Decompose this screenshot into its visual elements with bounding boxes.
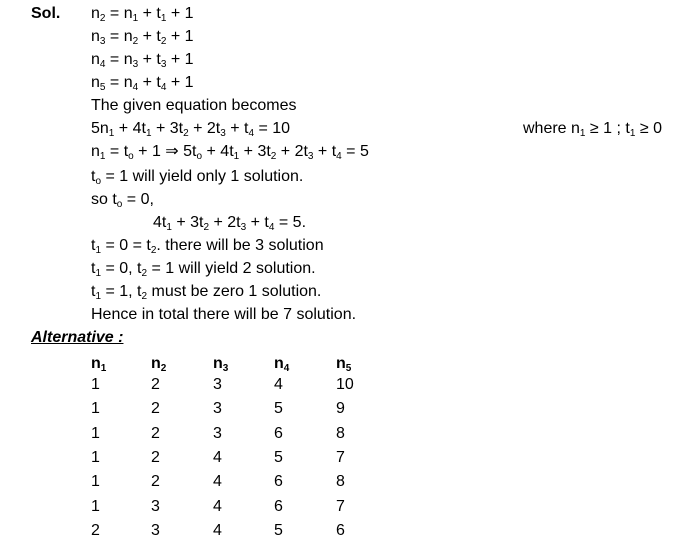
subscript: 1	[132, 13, 139, 24]
subscript: 1	[166, 222, 172, 233]
subscript: 3	[99, 36, 106, 47]
table-cell: 8	[336, 473, 345, 491]
subscript: o	[116, 199, 123, 210]
subscript: 2	[203, 222, 210, 233]
subscript: 2	[132, 36, 139, 47]
table-cell: 1	[91, 424, 100, 442]
table-cell: 6	[274, 497, 283, 515]
table-cell: 4	[213, 473, 222, 491]
subscript: 2	[141, 291, 148, 302]
table-header: $n_4$	[274, 355, 290, 374]
subscript: 1	[95, 268, 102, 279]
subscript: 1	[100, 363, 107, 374]
text-line: so $t_o = 0$,	[91, 191, 154, 210]
condition-note: where $n_1 \ge 1$ ; $t_1 \ge 0$	[523, 120, 662, 139]
text-line: $t_1 = 0 = t_2$. there will be 3 solution	[91, 237, 324, 256]
text-line: Hence in total there will be 7 solution.	[91, 306, 357, 323]
table-cell: 3	[213, 424, 222, 442]
subscript: 1	[95, 291, 102, 302]
subscript: 2	[99, 13, 106, 24]
subscript: 1	[579, 128, 586, 139]
table-cell: 1	[91, 400, 100, 418]
table-cell: 2	[151, 376, 160, 393]
subscript: 1	[160, 13, 167, 24]
subscript: 3	[307, 151, 314, 162]
subscript: 1	[99, 151, 106, 162]
equation-line: $5n_1 + 4t_1 + 3t_2 + 2t_3 + t_4 = 10$	[91, 120, 291, 139]
table-cell: 3	[151, 497, 160, 515]
table-cell: 1	[91, 376, 100, 393]
subscript: 1	[95, 245, 102, 256]
table-cell: 6	[274, 424, 283, 442]
table-cell: 9	[336, 400, 345, 418]
table-header: $n_1$	[91, 355, 107, 374]
table-cell: 3	[213, 376, 222, 393]
subscript: 4	[268, 222, 275, 233]
equation-line: $n_5 = n_4 + t_4 + 1$	[91, 74, 194, 93]
table-cell: 6	[274, 473, 283, 491]
table-cell: 5	[274, 400, 283, 418]
table-cell: 3	[213, 400, 222, 418]
subscript: 3	[132, 59, 139, 70]
subscript: 1	[629, 128, 636, 139]
subscript: 4	[160, 82, 167, 93]
table-header: $n_2$	[151, 355, 167, 374]
subscript: o	[196, 151, 203, 162]
table-cell: 10	[336, 376, 354, 393]
subscript: 1	[108, 128, 115, 139]
table-cell: 2	[151, 424, 160, 442]
table-cell: 4	[213, 497, 222, 515]
alternative-heading: Alternative :	[31, 329, 124, 346]
table-cell: 2	[91, 521, 100, 539]
subscript: 3	[160, 59, 167, 70]
table-cell: 1	[91, 497, 100, 515]
subscript: 2	[141, 268, 148, 279]
subscript: 2	[183, 128, 189, 139]
subscript: 4	[248, 128, 255, 139]
subscript: 5	[99, 82, 106, 93]
subscript: 4	[336, 151, 342, 162]
table-cell: 4	[213, 521, 222, 539]
table-cell: 1	[91, 473, 100, 491]
text-line: $t_o = 1$ will yield only 1 solution.	[91, 168, 304, 187]
table-cell: 5	[274, 448, 283, 466]
equation-line: $n_1 = t_o + 1$ ⇒ $5t_o + 4t_1 + 3t_2 + 2t_3 + t_4 = 5$	[91, 143, 369, 162]
subscript: 3	[240, 222, 247, 233]
subscript: 3	[222, 363, 229, 374]
subscript: 4	[283, 363, 290, 374]
table-cell: 2	[151, 400, 160, 418]
subscript: 2	[160, 36, 167, 47]
table-cell: 7	[336, 448, 345, 466]
subscript: o	[95, 176, 102, 187]
subscript: 2	[150, 245, 157, 256]
table-cell: 2	[151, 448, 160, 466]
table-cell: 6	[336, 521, 345, 539]
equation-line: $n_3 = n_2 + t_2 + 1$	[91, 28, 194, 47]
table-cell: 1	[91, 448, 100, 466]
table-cell: 5	[274, 521, 283, 539]
subscript: 3	[220, 128, 226, 139]
subscript: o	[128, 151, 134, 162]
table-cell: 4	[274, 376, 283, 393]
table-header: $n_5$	[336, 355, 352, 374]
subscript: 5	[345, 363, 352, 374]
subscript: 2	[270, 151, 277, 162]
solution-label: Sol.	[31, 5, 61, 22]
table-header: $n_3$	[213, 355, 229, 374]
text-line: $t_1 = 1$, $t_2$ must be zero 1 solution.	[91, 283, 322, 302]
table-cell: 2	[151, 473, 160, 491]
subscript: 1	[145, 128, 152, 139]
table-cell: 7	[336, 497, 345, 515]
subscript: 4	[99, 59, 106, 70]
subscript: 2	[160, 363, 167, 374]
equation-line: $n_2 = n_1 + t_1 + 1$	[91, 5, 194, 24]
equation-line: $4t_1 + 3t_2 + 2t_3 + t_4 = 5$.	[153, 214, 307, 233]
table-cell: 8	[336, 424, 345, 442]
text-line: The given equation becomes	[91, 97, 297, 114]
equation-line: $n_4 = n_3 + t_3 + 1$	[91, 51, 194, 70]
table-cell: 3	[151, 521, 160, 539]
text-line: $t_1 = 0$, $t_2 = 1$ will yield 2 solution.	[91, 260, 316, 279]
table-cell: 4	[213, 448, 222, 466]
subscript: 4	[132, 82, 139, 93]
subscript: 1	[233, 151, 240, 162]
